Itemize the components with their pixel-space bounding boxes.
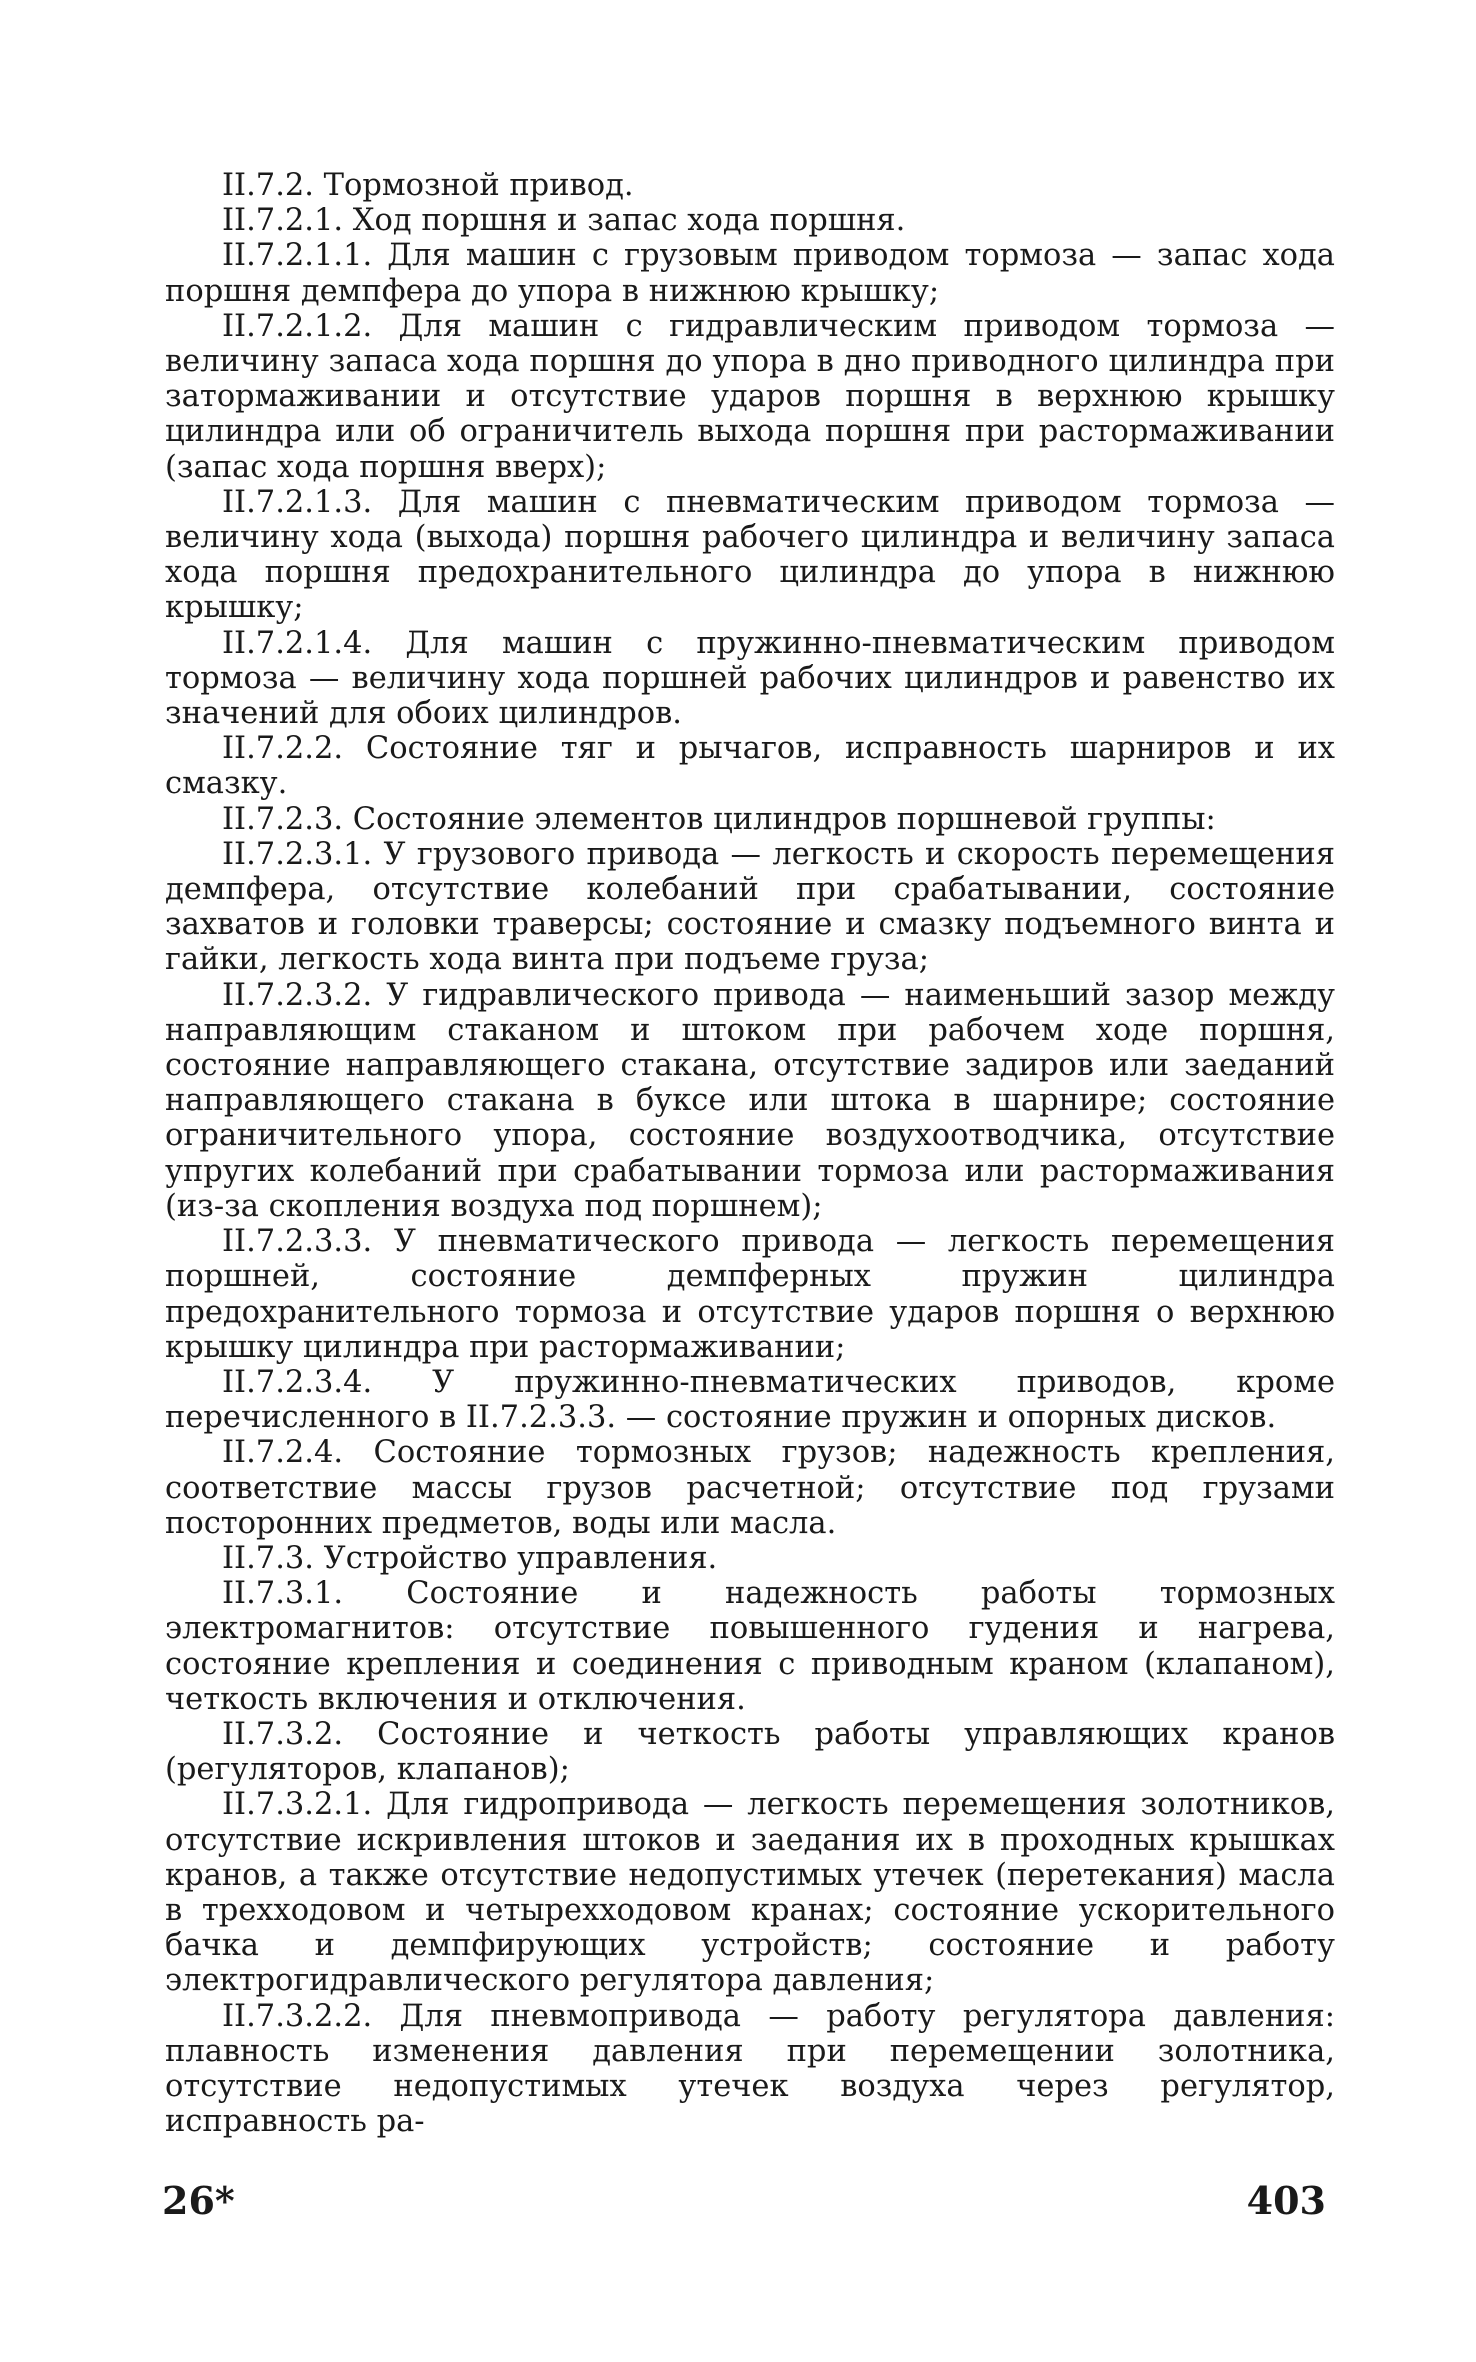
paragraph: II.7.2.1. Ход поршня и запас хода поршня.: [222, 203, 906, 239]
paragraph: II.7.3.2.2. Для пневмопривода — работу регулятора давления: плавность изменения давления при перемещении золотника, отсутствие недопустимых утечек воздуха через регулятор, исправность ра-: [165, 1998, 1335, 2140]
paragraph: II.7.2.1.4. Для машин с пружинно-пневматическим приводом тормоза — величину хода поршней рабочих цилиндров и равенство их значений для обоих цилиндров.: [165, 625, 1335, 732]
body-text: [165, 168, 1335, 2139]
paragraph: II.7.3.2. Состояние и четкость работы управляющих кранов (регуляторов, клапанов);: [165, 1716, 1335, 1788]
printer-signature-mark: 26*: [162, 2178, 235, 2223]
paragraph: II.7.3.1. Состояние и надежность работы тормозных электромагнитов: отсутствие повышенного гудения и нагрева, состояние крепления и соединения с приводным краном (клапаном), четкость включения и отключения.: [165, 1576, 1335, 1717]
paragraph: II.7.2.1.1. Для машин с грузовым приводом тормоза — запас хода поршня демпфера до упора в нижнюю крышку;: [165, 238, 1335, 309]
paragraph: II.7.2.3.1. У грузового привода — легкость и скорость перемещения демпфера, отсутствие колебаний при срабатывании, состояние захватов и головки траверсы; состояние и смазку подъемного винта и гайки, легкость хода винта при подъеме груза;: [165, 836, 1335, 978]
paragraph: II.7.2.1.2. Для машин с гидравлическим приводом тормоза — величину запаса хода поршня до упора в дно приводного цилиндра при затормаживании и отсутствие ударов поршня в верхнюю крышку цилиндра или об ограничитель выхода поршня при растормаживании (запас хода поршня вверх);: [165, 308, 1335, 485]
paragraph: II.7.3.2.1. Для гидропривода — легкость перемещения золотников, отсутствие искривления штоков и заедания их в проходных крышках кранов, а также отсутствие недопустимых утечек (перетекания) масла в трехходовом и четырехходовом кранах; состояние ускорительного бачка и демпфирующих устройств; состояние и работу электрогидравлического регулятора давления;: [165, 1787, 1335, 1999]
paragraph: II.7.2.3.3. У пневматического привода — легкость перемещения поршней, состояние демпферных пружин цилиндра предохранительного тормоза и отсутствие ударов поршня о верхнюю крышку цилиндра при растормаживании;: [165, 1224, 1335, 1365]
page-footer: [0, 2178, 1476, 2238]
heading-brake-drive: II.7.2. Тормозной привод.: [222, 168, 634, 203]
paragraph: II.7.2.4. Состояние тормозных грузов; надежность крепления, соответствие массы грузов расчетной; отсутствие под грузами посторонних предметов, воды или масла.: [165, 1435, 1335, 1541]
page-number: 403: [1246, 2178, 1326, 2223]
heading-control-device: II.7.3. Устройство управления.: [222, 1540, 718, 1576]
paragraph: II.7.2.2. Состояние тяг и рычагов, исправность шарниров и их смазку.: [165, 731, 1335, 802]
paragraph: II.7.2.3. Состояние элементов цилиндров поршневой группы:: [222, 801, 1216, 837]
paragraph: II.7.2.3.2. У гидравлического привода — наименьший зазор между направляющим стаканом и штоком при рабочем ходе поршня, состояние направляющего стакана, отсутствие задиров или заеданий направляющего стакана в буксе или штока в шарнире; состояние ограничительного упора, состояние воздухоотводчика, отсутствие упругих колебаний при срабатывании тормоза или растормаживания (из-за скопления воздуха под поршнем);: [165, 977, 1335, 1224]
paragraph: II.7.2.3.4. У пружинно-пневматических приводов, кроме перечисленного в II.7.2.3.3. — состояние пружин и опорных дисков.: [165, 1364, 1335, 1436]
paragraph: II.7.2.1.3. Для машин с пневматическим приводом тормоза — величину хода (выхода) поршня рабочего цилиндра и величину запаса хода поршня предохранительного цилиндра до упора в нижнюю крышку;: [165, 484, 1335, 626]
